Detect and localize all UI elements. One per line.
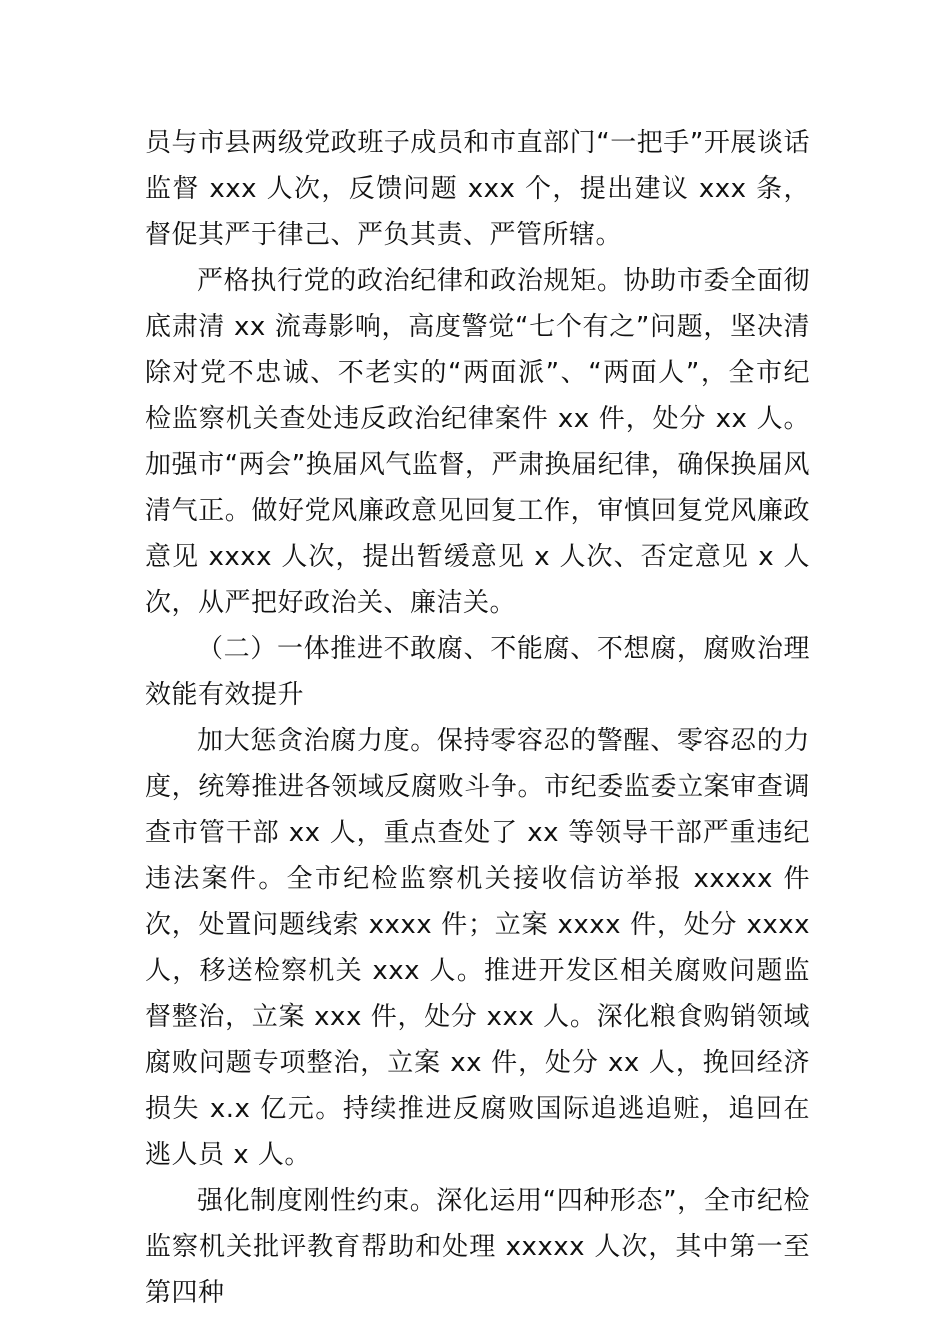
section-heading-two: （二）一体推进不敢腐、不能腐、不想腐，腐败治理效能有效提升: [145, 634, 810, 710]
document-body: [145, 120, 810, 1316]
paragraph-political-discipline: 严格执行党的政治纪律和政治规矩。协助市委全面彻底肃清 xx 流毒影响，高度警觉“七个有之”问题，坚决清除对党不忠诚、不老实的“两面派”、“两面人”，全市纪检监察机关查处违反政治纪律案件 xx 件，处分 xx 人。加强市“两会”换届风气监督，严肃换届纪律，确保换届风清气正。做好党风廉政意见回复工作，审慎回复党风廉政意见 xxxx 人次，提出暂缓意见 x 人次、否定意见 x 人次，从严把好政治关、廉洁关。: [145, 266, 810, 618]
paragraph-talk-supervision: 员与市县两级党政班子成员和市直部门“一把手”开展谈话监督 xxx 人次，反馈问题 xxx 个，提出建议 xxx 条，督促其严于律己、严负其责、严管所辖。: [145, 128, 810, 250]
paragraph-institutional-constraint: 强化制度刚性约束。深化运用“四种形态”，全市纪检监察机关批评教育帮助和处理 xxxxx 人次，其中第一至第四种: [145, 1186, 810, 1308]
paragraph-anti-corruption: 加大惩贪治腐力度。保持零容忍的警醒、零容忍的力度，统筹推进各领域反腐败斗争。市纪委监委立案审查调查市管干部 xx 人，重点查处了 xx 等领导干部严重违纪违法案件。全市纪检监察机关接收信访举报 xxxxx 件次，处置问题线索 xxxx 件；立案 xxxx 件，处分 xxxx 人，移送检察机关 xxx 人。推进开发区相关腐败问题监督整治，立案 xxx 件，处分 xxx 人。深化粮食购销领域腐败问题专项整治，立案 xx 件，处分 xx 人，挽回经济损失 x.x 亿元。持续推进反腐败国际追逃追赃，追回在逃人员 x 人。: [145, 726, 810, 1170]
